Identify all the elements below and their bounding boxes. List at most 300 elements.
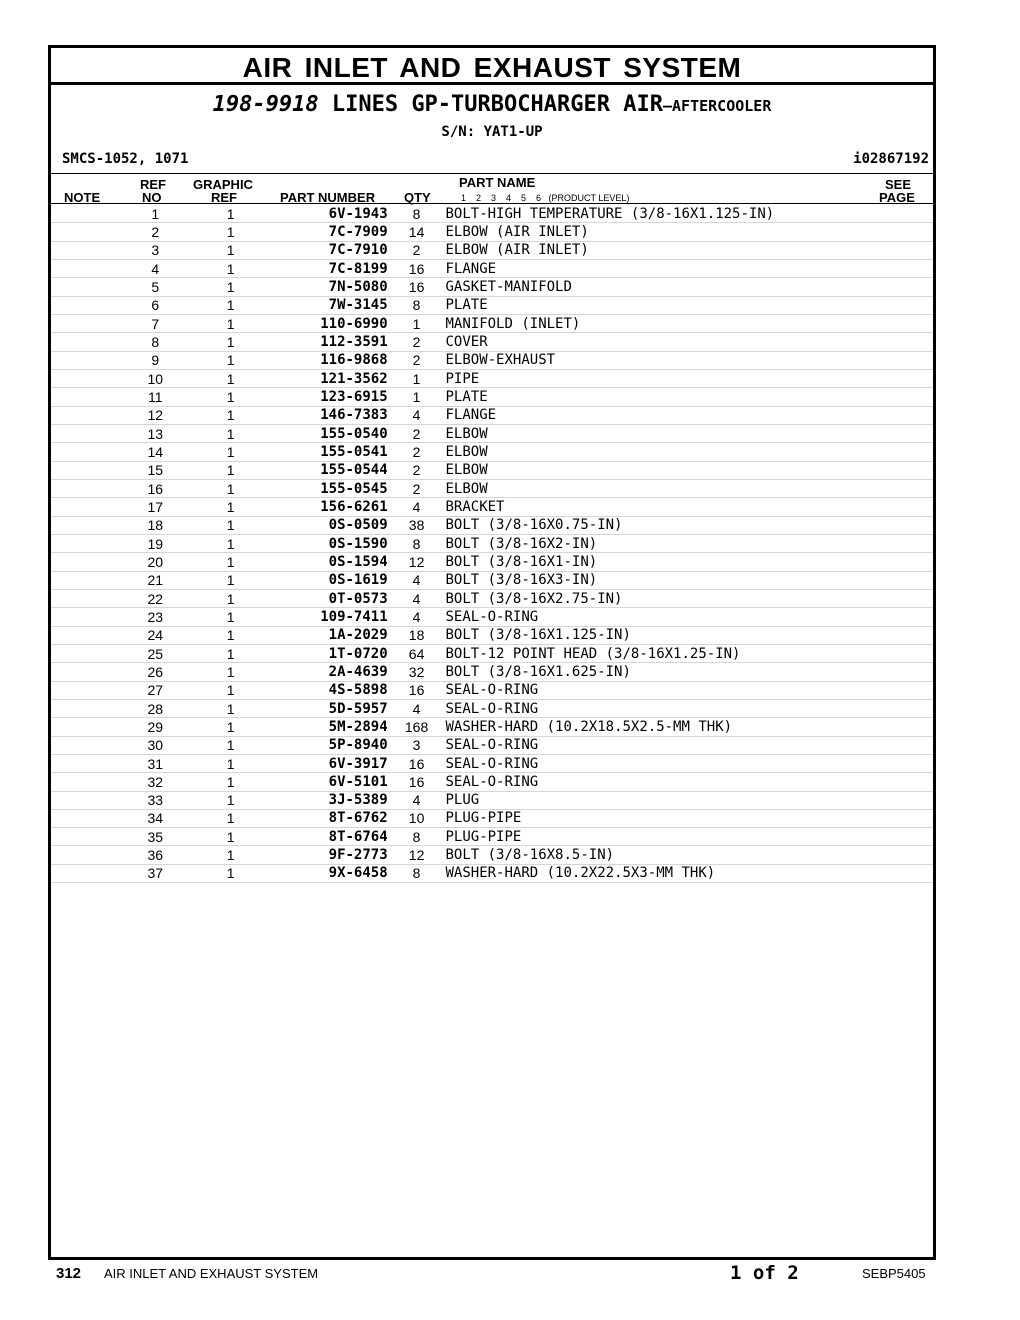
see-page <box>879 223 933 241</box>
see-page <box>879 516 933 534</box>
note-cell <box>51 589 115 607</box>
quantity: 8 <box>388 205 446 223</box>
ref-number: 12 <box>115 406 196 424</box>
part-number: 9X-6458 <box>266 864 388 882</box>
part-name: ELBOW <box>445 443 879 461</box>
graphic-ref: 1 <box>196 736 266 754</box>
part-number: 8T-6762 <box>266 809 388 827</box>
quantity: 168 <box>388 718 446 736</box>
table-row <box>51 754 933 772</box>
graphic-ref: 1 <box>196 864 266 882</box>
graphic-ref: 1 <box>196 699 266 717</box>
quantity: 10 <box>388 809 446 827</box>
part-number: 7C-7909 <box>266 223 388 241</box>
part-name: BOLT (3/8-16X1.625-IN) <box>445 663 879 681</box>
note-cell <box>51 498 115 516</box>
ref-number: 8 <box>115 333 196 351</box>
see-page <box>879 754 933 772</box>
part-number: 0T-0573 <box>266 589 388 607</box>
table-row <box>51 736 933 754</box>
header-product-level: 1 2 3 4 5 6 (PRODUCT LEVEL) <box>461 193 630 203</box>
see-page <box>879 479 933 497</box>
part-name: PLUG-PIPE <box>445 828 879 846</box>
graphic-ref: 1 <box>196 809 266 827</box>
table-row <box>51 791 933 809</box>
part-name: BOLT (3/8-16X1.125-IN) <box>445 626 879 644</box>
part-name: SEAL-O-RING <box>445 736 879 754</box>
table-row <box>51 699 933 717</box>
part-number: 7C-8199 <box>266 259 388 277</box>
note-cell <box>51 699 115 717</box>
part-number: 3J-5389 <box>266 791 388 809</box>
part-name: ELBOW (AIR INLET) <box>445 223 879 241</box>
table-row <box>51 351 933 369</box>
part-number: 5P-8940 <box>266 736 388 754</box>
table-row <box>51 516 933 534</box>
header-page: PAGE <box>879 190 915 205</box>
part-number: 156-6261 <box>266 498 388 516</box>
header-qty: QTY <box>404 190 431 205</box>
part-number: 0S-1590 <box>266 534 388 552</box>
page-title: AIR INLET AND EXHAUST SYSTEM <box>51 48 933 85</box>
ref-number: 16 <box>115 479 196 497</box>
graphic-ref: 1 <box>196 626 266 644</box>
quantity: 1 <box>388 388 446 406</box>
graphic-ref: 1 <box>196 534 266 552</box>
quantity: 4 <box>388 791 446 809</box>
see-page <box>879 406 933 424</box>
part-name: BOLT (3/8-16X8.5-IN) <box>445 846 879 864</box>
quantity: 16 <box>388 754 446 772</box>
group-number: 198-9918 <box>212 92 319 117</box>
graphic-ref: 1 <box>196 791 266 809</box>
quantity: 16 <box>388 278 446 296</box>
see-page <box>879 773 933 791</box>
quantity: 4 <box>388 498 446 516</box>
part-number: 121-3562 <box>266 369 388 387</box>
see-page <box>879 718 933 736</box>
part-name: SEAL-O-RING <box>445 773 879 791</box>
part-name: PLUG-PIPE <box>445 809 879 827</box>
part-number: 0S-1594 <box>266 553 388 571</box>
ref-number: 23 <box>115 608 196 626</box>
ref-number: 28 <box>115 699 196 717</box>
note-cell <box>51 205 115 223</box>
ref-number: 18 <box>115 516 196 534</box>
quantity: 2 <box>388 351 446 369</box>
part-number: 155-0540 <box>266 424 388 442</box>
see-page <box>879 571 933 589</box>
part-name: PLATE <box>445 296 879 314</box>
table-row <box>51 846 933 864</box>
footer-page-number: 312 <box>56 1265 82 1282</box>
graphic-ref: 1 <box>196 718 266 736</box>
header-part-name: PART NAME <box>459 175 536 190</box>
note-cell <box>51 479 115 497</box>
table-row <box>51 534 933 552</box>
ref-number: 36 <box>115 846 196 864</box>
part-number: 2A-4639 <box>266 663 388 681</box>
quantity: 4 <box>388 571 446 589</box>
table-row <box>51 589 933 607</box>
part-name: ELBOW-EXHAUST <box>445 351 879 369</box>
header-graphic: GRAPHIC <box>193 177 253 192</box>
part-name: ELBOW <box>445 461 879 479</box>
table-row <box>51 278 933 296</box>
part-number: 1A-2029 <box>266 626 388 644</box>
table-row <box>51 626 933 644</box>
note-cell <box>51 644 115 662</box>
note-cell <box>51 259 115 277</box>
note-cell <box>51 223 115 241</box>
header-bottom-rule <box>51 203 933 204</box>
table-row <box>51 773 933 791</box>
quantity: 16 <box>388 773 446 791</box>
part-number: 7C-7910 <box>266 241 388 259</box>
ref-number: 30 <box>115 736 196 754</box>
table-row <box>51 864 933 882</box>
note-cell <box>51 828 115 846</box>
quantity: 4 <box>388 589 446 607</box>
header-top-rule <box>51 173 933 174</box>
see-page <box>879 443 933 461</box>
part-number: 6V-1943 <box>266 205 388 223</box>
ref-number: 14 <box>115 443 196 461</box>
part-number: 5D-5957 <box>266 699 388 717</box>
graphic-ref: 1 <box>196 259 266 277</box>
part-number: 0S-1619 <box>266 571 388 589</box>
graphic-ref: 1 <box>196 424 266 442</box>
graphic-ref: 1 <box>196 443 266 461</box>
part-name: PLUG <box>445 791 879 809</box>
part-number: 6V-5101 <box>266 773 388 791</box>
part-name: BOLT (3/8-16X1-IN) <box>445 553 879 571</box>
part-number: 155-0541 <box>266 443 388 461</box>
part-number: 112-3591 <box>266 333 388 351</box>
see-page <box>879 461 933 479</box>
part-number: 155-0544 <box>266 461 388 479</box>
see-page <box>879 369 933 387</box>
ref-number: 11 <box>115 388 196 406</box>
part-number: 116-9868 <box>266 351 388 369</box>
note-cell <box>51 663 115 681</box>
ref-number: 29 <box>115 718 196 736</box>
part-name: BOLT (3/8-16X2-IN) <box>445 534 879 552</box>
table-row <box>51 479 933 497</box>
part-name: BOLT-HIGH TEMPERATURE (3/8-16X1.125-IN) <box>445 205 879 223</box>
part-name: MANIFOLD (INLET) <box>445 314 879 332</box>
quantity: 4 <box>388 699 446 717</box>
ref-number: 13 <box>115 424 196 442</box>
table-row <box>51 443 933 461</box>
graphic-ref: 1 <box>196 754 266 772</box>
graphic-ref: 1 <box>196 333 266 351</box>
quantity: 4 <box>388 406 446 424</box>
graphic-ref: 1 <box>196 223 266 241</box>
note-cell <box>51 406 115 424</box>
quantity: 2 <box>388 443 446 461</box>
table-row <box>51 608 933 626</box>
header-graphic-ref: REF <box>211 190 237 205</box>
note-cell <box>51 296 115 314</box>
part-name: BRACKET <box>445 498 879 516</box>
group-name: LINES GP-TURBOCHARGER AIR <box>331 92 663 117</box>
quantity: 8 <box>388 864 446 882</box>
ref-number: 27 <box>115 681 196 699</box>
table-row <box>51 314 933 332</box>
part-number: 5M-2894 <box>266 718 388 736</box>
note-cell <box>51 388 115 406</box>
ref-number: 26 <box>115 663 196 681</box>
see-page <box>879 241 933 259</box>
graphic-ref: 1 <box>196 773 266 791</box>
table-row <box>51 296 933 314</box>
part-number: 109-7411 <box>266 608 388 626</box>
quantity: 1 <box>388 314 446 332</box>
ref-number: 24 <box>115 626 196 644</box>
part-name: PIPE <box>445 369 879 387</box>
note-cell <box>51 369 115 387</box>
see-page <box>879 809 933 827</box>
header-note: NOTE <box>64 190 101 205</box>
part-number: 9F-2773 <box>266 846 388 864</box>
parts-table-body <box>51 205 933 883</box>
quantity: 2 <box>388 333 446 351</box>
part-name: SEAL-O-RING <box>445 608 879 626</box>
part-number: 155-0545 <box>266 479 388 497</box>
quantity: 38 <box>388 516 446 534</box>
group-title <box>51 92 933 117</box>
see-page <box>879 626 933 644</box>
table-row <box>51 406 933 424</box>
note-cell <box>51 864 115 882</box>
see-page <box>879 388 933 406</box>
quantity: 2 <box>388 479 446 497</box>
ref-number: 21 <box>115 571 196 589</box>
parts-page-frame <box>48 45 936 1260</box>
quantity: 2 <box>388 424 446 442</box>
part-name: SEAL-O-RING <box>445 754 879 772</box>
note-cell <box>51 241 115 259</box>
ref-number: 2 <box>115 223 196 241</box>
note-cell <box>51 333 115 351</box>
part-name: GASKET-MANIFOLD <box>445 278 879 296</box>
part-name: BOLT (3/8-16X0.75-IN) <box>445 516 879 534</box>
ref-number: 4 <box>115 259 196 277</box>
table-row <box>51 369 933 387</box>
part-name: FLANGE <box>445 406 879 424</box>
part-name: SEAL-O-RING <box>445 699 879 717</box>
footer-page-of: 1 of 2 <box>730 1262 799 1284</box>
part-name: COVER <box>445 333 879 351</box>
quantity: 16 <box>388 681 446 699</box>
table-row <box>51 388 933 406</box>
see-page <box>879 259 933 277</box>
part-name: ELBOW (AIR INLET) <box>445 241 879 259</box>
note-cell <box>51 351 115 369</box>
see-page <box>879 828 933 846</box>
ref-number: 15 <box>115 461 196 479</box>
part-name: BOLT-12 POINT HEAD (3/8-16X1.25-IN) <box>445 644 879 662</box>
ref-number: 9 <box>115 351 196 369</box>
quantity: 8 <box>388 828 446 846</box>
ref-number: 19 <box>115 534 196 552</box>
note-cell <box>51 461 115 479</box>
part-name: PLATE <box>445 388 879 406</box>
part-name: WASHER-HARD (10.2X18.5X2.5-MM THK) <box>445 718 879 736</box>
part-name: ELBOW <box>445 479 879 497</box>
see-page <box>879 663 933 681</box>
table-row <box>51 681 933 699</box>
quantity: 2 <box>388 241 446 259</box>
part-number: 123-6915 <box>266 388 388 406</box>
graphic-ref: 1 <box>196 296 266 314</box>
table-row <box>51 259 933 277</box>
ref-number: 35 <box>115 828 196 846</box>
see-page <box>879 296 933 314</box>
table-row <box>51 241 933 259</box>
note-cell <box>51 553 115 571</box>
part-name: FLANGE <box>445 259 879 277</box>
footer-document-id: SEBP5405 <box>862 1266 926 1281</box>
ref-number: 20 <box>115 553 196 571</box>
table-row <box>51 809 933 827</box>
see-page <box>879 278 933 296</box>
note-cell <box>51 681 115 699</box>
quantity: 2 <box>388 461 446 479</box>
ref-number: 10 <box>115 369 196 387</box>
note-cell <box>51 773 115 791</box>
table-row <box>51 461 933 479</box>
graphic-ref: 1 <box>196 205 266 223</box>
see-page <box>879 498 933 516</box>
table-row <box>51 553 933 571</box>
illustration-id: i02867192 <box>853 151 929 167</box>
note-cell <box>51 736 115 754</box>
quantity: 64 <box>388 644 446 662</box>
note-cell <box>51 534 115 552</box>
part-number: 7W-3145 <box>266 296 388 314</box>
ref-number: 5 <box>115 278 196 296</box>
note-cell <box>51 754 115 772</box>
ref-number: 25 <box>115 644 196 662</box>
quantity: 32 <box>388 663 446 681</box>
note-cell <box>51 278 115 296</box>
quantity: 8 <box>388 296 446 314</box>
ref-number: 37 <box>115 864 196 882</box>
graphic-ref: 1 <box>196 479 266 497</box>
quantity: 16 <box>388 259 446 277</box>
table-row <box>51 571 933 589</box>
part-name: BOLT (3/8-16X2.75-IN) <box>445 589 879 607</box>
note-cell <box>51 516 115 534</box>
see-page <box>879 681 933 699</box>
see-page <box>879 864 933 882</box>
part-name: SEAL-O-RING <box>445 681 879 699</box>
part-name: WASHER-HARD (10.2X22.5X3-MM THK) <box>445 864 879 882</box>
see-page <box>879 699 933 717</box>
quantity: 12 <box>388 553 446 571</box>
graphic-ref: 1 <box>196 461 266 479</box>
part-number: 146-7383 <box>266 406 388 424</box>
header-see: SEE <box>885 177 912 192</box>
see-page <box>879 205 933 223</box>
quantity: 18 <box>388 626 446 644</box>
graphic-ref: 1 <box>196 644 266 662</box>
see-page <box>879 351 933 369</box>
graphic-ref: 1 <box>196 278 266 296</box>
part-number: 8T-6764 <box>266 828 388 846</box>
see-page <box>879 534 933 552</box>
note-cell <box>51 443 115 461</box>
ref-number: 17 <box>115 498 196 516</box>
graphic-ref: 1 <box>196 351 266 369</box>
part-name: BOLT (3/8-16X3-IN) <box>445 571 879 589</box>
see-page <box>879 424 933 442</box>
table-row <box>51 663 933 681</box>
see-page <box>879 333 933 351</box>
table-row <box>51 498 933 516</box>
part-number: 1T-0720 <box>266 644 388 662</box>
table-row <box>51 644 933 662</box>
graphic-ref: 1 <box>196 663 266 681</box>
table-row <box>51 718 933 736</box>
note-cell <box>51 809 115 827</box>
note-cell <box>51 718 115 736</box>
graphic-ref: 1 <box>196 406 266 424</box>
graphic-ref: 1 <box>196 589 266 607</box>
graphic-ref: 1 <box>196 314 266 332</box>
graphic-ref: 1 <box>196 369 266 387</box>
quantity: 8 <box>388 534 446 552</box>
table-row <box>51 223 933 241</box>
note-cell <box>51 571 115 589</box>
graphic-ref: 1 <box>196 241 266 259</box>
graphic-ref: 1 <box>196 498 266 516</box>
ref-number: 6 <box>115 296 196 314</box>
note-cell <box>51 791 115 809</box>
table-row <box>51 205 933 223</box>
see-page <box>879 553 933 571</box>
see-page <box>879 846 933 864</box>
table-row <box>51 828 933 846</box>
header-ref: REF <box>140 177 166 192</box>
group-name-suffix: —AFTERCOOLER <box>662 97 772 115</box>
quantity: 1 <box>388 369 446 387</box>
graphic-ref: 1 <box>196 846 266 864</box>
graphic-ref: 1 <box>196 828 266 846</box>
note-cell <box>51 608 115 626</box>
graphic-ref: 1 <box>196 388 266 406</box>
ref-number: 31 <box>115 754 196 772</box>
quantity: 4 <box>388 608 446 626</box>
see-page <box>879 589 933 607</box>
part-number: 7N-5080 <box>266 278 388 296</box>
ref-number: 33 <box>115 791 196 809</box>
table-row <box>51 424 933 442</box>
parts-table <box>51 205 933 883</box>
see-page <box>879 644 933 662</box>
see-page <box>879 314 933 332</box>
part-number: 110-6990 <box>266 314 388 332</box>
graphic-ref: 1 <box>196 681 266 699</box>
quantity: 3 <box>388 736 446 754</box>
ref-number: 3 <box>115 241 196 259</box>
part-number: 6V-3917 <box>266 754 388 772</box>
part-number: 4S-5898 <box>266 681 388 699</box>
quantity: 14 <box>388 223 446 241</box>
graphic-ref: 1 <box>196 553 266 571</box>
